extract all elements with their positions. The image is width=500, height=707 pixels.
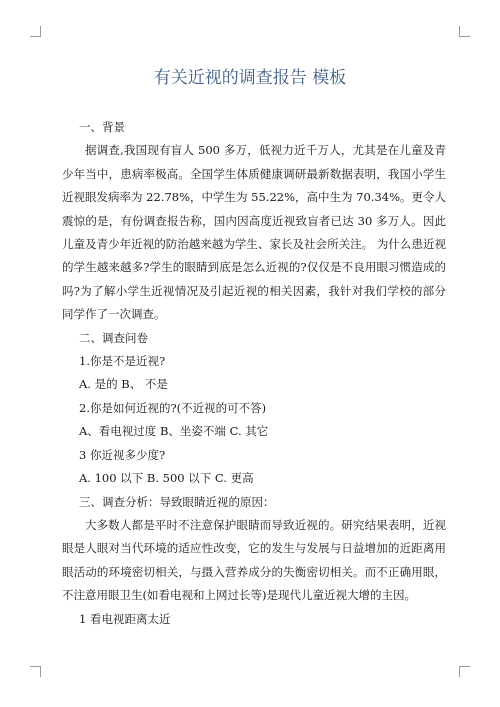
questionnaire-heading: 二、调查问卷 <box>79 330 148 345</box>
question-2: 2.你是如何近视的?(不近视的可不答) <box>79 400 267 415</box>
crop-mark-top-left <box>30 26 41 37</box>
background-paragraph: 据调查,我国现有盲人 500 多万，低视力近千万人，尤其是在儿童及青少年当中，患病率极高。全国学生体质健康调研最新数据表明，我国小学生近视眼发病率为 22.78%，中学生为 55.22%，高中生为 70.34%。更令人震惊的是，有份调查报告称，国内因高度近视致盲者已达 30 多万人。因此儿童及青少年近视的防治越来越为学生、家长及社会所关注。 为什么患近视的学生越来越多?学生的眼睛到底是怎么近视的?仅仅是不良用眼习惯造成的吗?为了解小学生近视情况及引起近视的相关因素，我针对我们学校的部分同学作了一次调查。 <box>62 143 447 322</box>
question-3: 3 你近视多少度? <box>79 447 166 462</box>
analysis-heading: 三、调查分析：导致眼睛近视的原因： <box>79 494 275 509</box>
question-3-options: A. 100 以下 B. 500 以下 C. 更高 <box>79 471 254 486</box>
cause-1: 1 看电视距离太近 <box>79 611 171 626</box>
background-heading: 一、背景 <box>79 120 125 134</box>
crop-mark-bottom-left <box>30 666 41 677</box>
question-2-options: A、看电视过度 B、坐姿不端 C. 其它 <box>79 424 269 439</box>
document-body <box>62 116 446 631</box>
crop-mark-top-right <box>459 26 470 37</box>
analysis-paragraph: 大多数人都是平时不注意保护眼睛而导致近视的。研究结果表明，近视眼是人眼对当代环境的适应性改变，它的发生与发展与日益增加的近距离用眼活动的环境密切相关，与摄入营养成分的失衡密切相关。而不正确用眼，不注意用眼卫生(如看电视和上网过长等)是现代儿童近视大增的主因。 <box>62 517 446 603</box>
document-title: 有关近视的调查报告 模板 <box>153 68 347 88</box>
question-1: 1.你是不是近视? <box>79 354 166 369</box>
question-1-options: A. 是的 B、 不是 <box>79 377 168 392</box>
crop-mark-bottom-right <box>459 666 470 677</box>
